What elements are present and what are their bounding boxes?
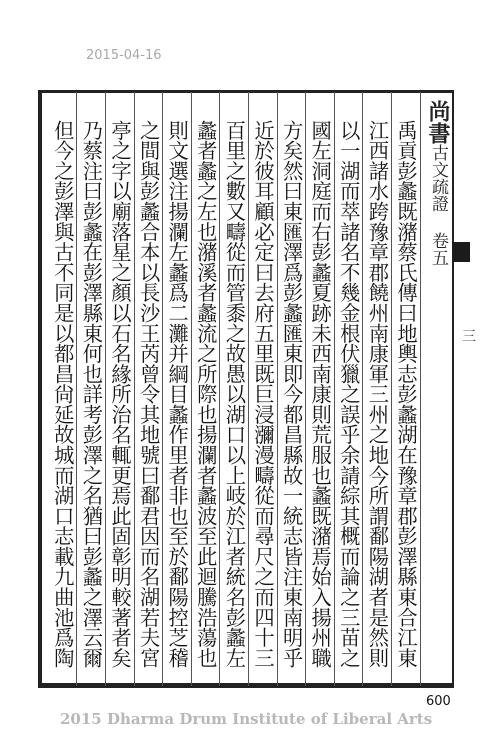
text-column: 國左洞庭而右彭蠡夏跡未西南康則荒服也蠡既潴焉始入揚州職 <box>308 120 333 668</box>
text-column: 蠡者蠡之左也潴溪者蠡流之所際也揚瀾者蠡波至此迴騰浩蕩也 <box>193 120 218 668</box>
text-column: 亭之字以廟落星之顏以石名緣所治名輒更焉此固彰明較著者矣 <box>108 120 132 668</box>
text-column: 百里之數又疇從而管黍之故愚以湖口以上岐於江者統名彭蠡左 <box>222 120 247 668</box>
text-column: 禹貢彭蠡既潴蔡氏傳曰地輿志彭蠡湖在豫章郡彭澤縣東合江東 <box>394 120 418 668</box>
fishtail-mark <box>452 242 470 262</box>
text-column: 則文選注揚瀾左蠡爲二灘并綱目蠡作里者非也至於鄱陽控芝稽 <box>165 120 190 668</box>
page-heading <box>424 100 452 390</box>
text-column: 方矣然曰東匯澤爲彭蠡匯東即今都昌縣故一統志皆注東南明乎 <box>279 120 304 668</box>
heading-volume: 古文疏證 卷五 <box>428 144 448 266</box>
text-column: 以一湖而萃諸名不幾金根伏獵之誤乎余請綜其概而論之三苗之 <box>336 120 361 668</box>
footer-watermark: 2015 Dharma Drum Institute of Liberal Arts <box>60 710 433 728</box>
column-rule <box>420 92 421 686</box>
date-stamp: 2015-04-16 <box>86 48 162 63</box>
text-column: 之間與彭蠡合本以長沙王芮曾令其地號曰鄱君因而名湖若夫宮 <box>136 120 161 668</box>
text-column: 近於彼耳顧必定曰去府五里既巨浸瀰漫疇從而尋尺之而四十三 <box>251 120 275 668</box>
side-tag: 三 <box>462 329 476 345</box>
heading-title: 尚書 <box>425 100 451 144</box>
text-column: 乃蔡注曰彭蠡在彭澤縣東何也詳考彭澤之名猶曰彭蠡之澤云爾 <box>79 120 104 668</box>
text-column: 但今之彭澤與古不同是以都昌尙延故城而湖口志載九曲池爲陶 <box>50 120 75 668</box>
text-column: 江西諸水跨豫章郡饒州南康軍三州之地今所謂鄱陽湖者是然則 <box>365 120 390 668</box>
page-number: 600 <box>426 694 451 709</box>
